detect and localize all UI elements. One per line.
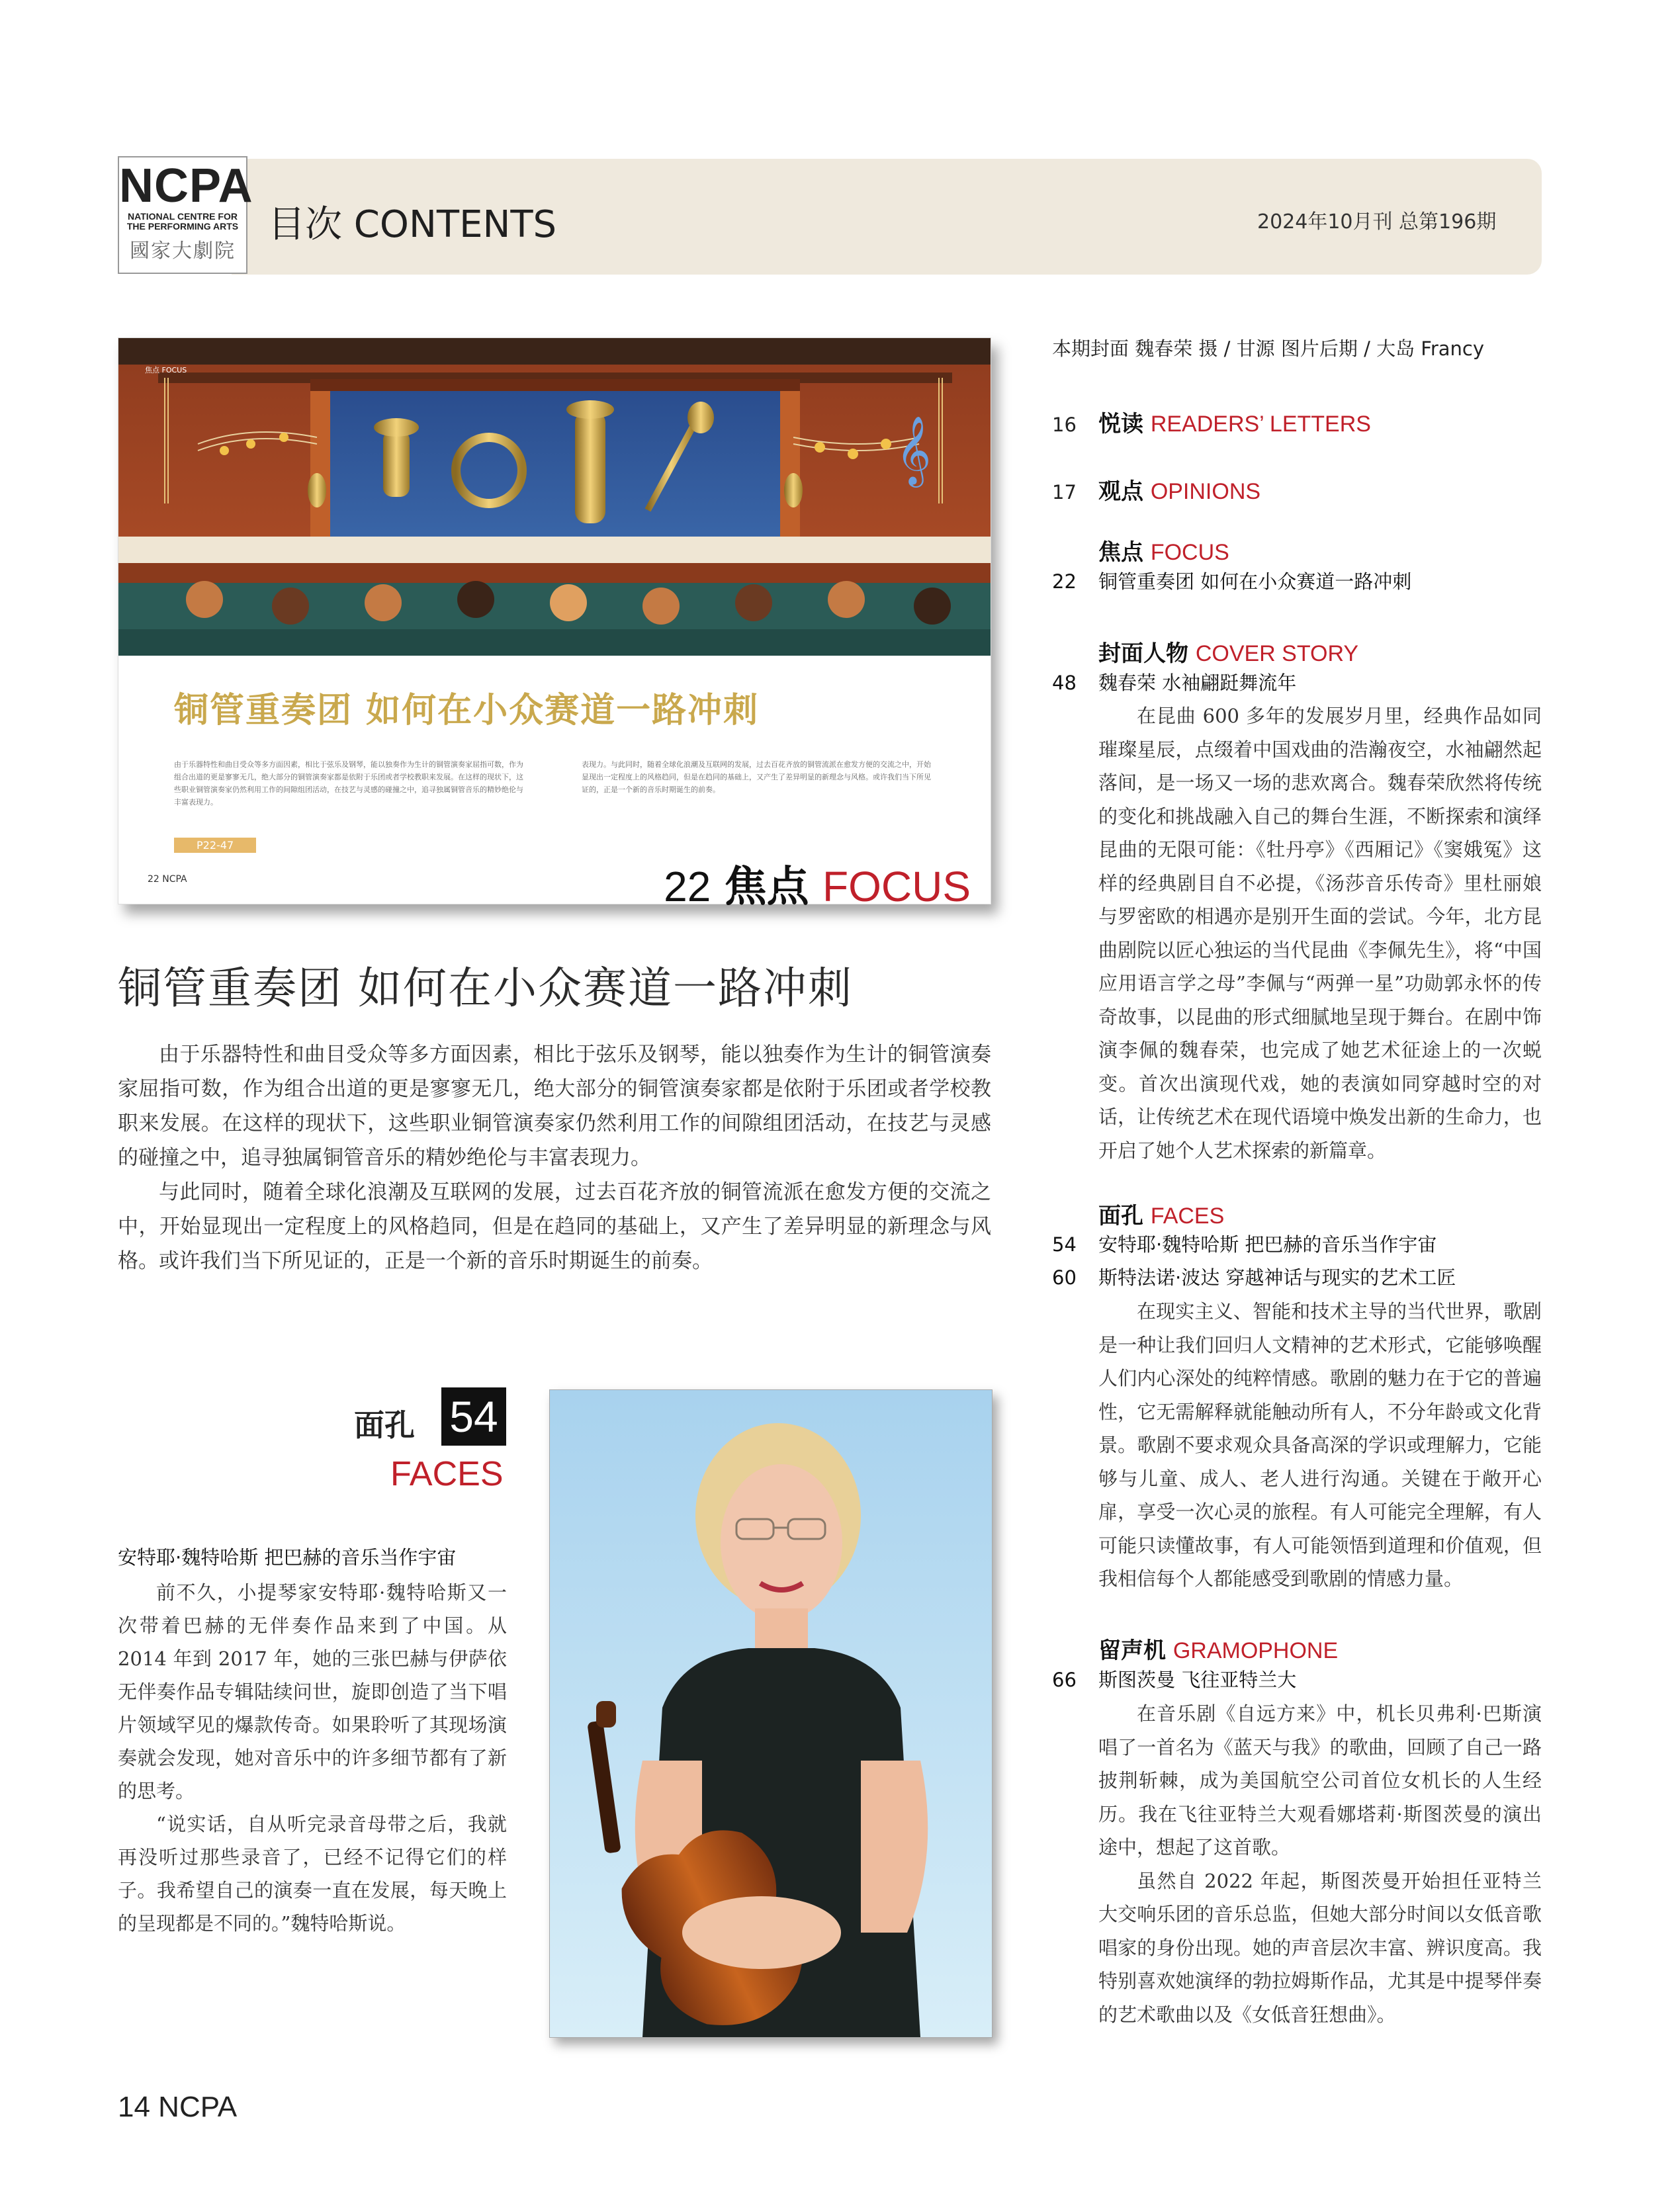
toc-entry-title: 魏春荣 水袖翩跹舞流年 xyxy=(1098,672,1297,694)
spread-folio: 22 NCPA xyxy=(148,874,187,885)
logo-sub-line1: NATIONAL CENTRE FOR xyxy=(128,211,238,222)
faces-heading-cn: 面孔 xyxy=(354,1407,415,1443)
toc-page-number: 60 xyxy=(1052,1266,1077,1289)
toc-section-cn: 封面人物 xyxy=(1098,640,1188,667)
toc-summary-gramophone xyxy=(1098,1697,1542,2031)
toc-item-gramophone[interactable] xyxy=(1052,1665,1296,1692)
brass-stage-illustration xyxy=(118,338,991,656)
ncpa-logo xyxy=(118,156,253,274)
toc-section-cn: 观点 xyxy=(1098,478,1143,505)
focus-spread-thumbnail[interactable] xyxy=(118,337,991,912)
toc-section-faces xyxy=(1098,1198,1224,1230)
focus-paragraph: 与此同时，随着全球化浪潮及互联网的发展，过去百花齐放的铜管流派在愈发方便的交流之中，开始显现出一定程度上的风格趋同，但是在趋同的基础上，又产生了差异明显的新理念与风格。或许我们当下所见证的，正是一个新的音乐时期诞生的前奏。 xyxy=(118,1180,991,1273)
focus-article-body xyxy=(118,1037,991,1278)
faces-page-number: 54 xyxy=(441,1387,506,1446)
logo-chinese: 國家大劇院 xyxy=(130,240,236,263)
toc-section-cn: 面孔 xyxy=(1098,1203,1143,1229)
toc-section-cover-story xyxy=(1098,635,1358,668)
toc-entry-title: 斯特法诺·波达 穿越神话与现实的艺术工匠 xyxy=(1098,1266,1456,1289)
toc-section-gramophone xyxy=(1098,1632,1338,1665)
toc-summary-paragraph: 在音乐剧《自远方来》中，机长贝弗利·巴斯演唱了一首名为《蓝天与我》的歌曲，回顾了自己一路披荆斩棘，成为美国航空公司首位女机长的人生经历。我在飞往亚特兰大观看娜塔莉·斯图茨曼的演出途中，想起了这首歌。 xyxy=(1098,1702,1542,1859)
toc-section-cn: 焦点 xyxy=(1098,539,1143,566)
page-title: 目次 CONTENTS xyxy=(268,203,557,246)
toc-item-faces-2[interactable] xyxy=(1052,1263,1456,1290)
toc-page-number: 17 xyxy=(1052,481,1077,503)
spread-section-label xyxy=(664,853,971,914)
focus-article-title: 铜管重奏团 如何在小众赛道一路冲刺 xyxy=(118,963,853,1014)
faces-paragraph: 前不久，小提琴家安特耶·魏特哈斯又一次带着巴赫的无伴奏作品来到了中国。从 2014 年到 2017 年，她的三张巴赫与伊萨依无伴奏作品专辑陆续问世，旋即创造了当下唱片领域罕见的爆款传奇。如果聆听了其现场演奏就会发现，她对音乐中的许多细节都有了新的思考。 xyxy=(118,1581,507,1802)
toc-item-readers[interactable] xyxy=(1052,406,1371,438)
svg-text:𝄞: 𝄞 xyxy=(896,416,932,485)
violinist-portrait-photo[interactable] xyxy=(549,1389,993,2038)
toc-section-cn: 留声机 xyxy=(1098,1638,1166,1664)
faces-article-body xyxy=(118,1576,507,1940)
toc-page-number: 48 xyxy=(1052,672,1077,694)
toc-section-en: GRAMOPHONE xyxy=(1172,1638,1339,1663)
logo-subtitle xyxy=(119,212,246,232)
toc-page-number: 66 xyxy=(1052,1669,1077,1691)
toc-summary-faces xyxy=(1098,1295,1542,1596)
faces-article-title: 安特耶·魏特哈斯 把巴赫的音乐当作宇宙 xyxy=(118,1546,457,1569)
logo-sub-line2: THE PERFORMING ARTS xyxy=(126,221,239,232)
toc-section-en: COVER STORY xyxy=(1195,641,1359,666)
toc-item-focus-article[interactable] xyxy=(1052,567,1411,594)
toc-item-cover-story[interactable] xyxy=(1052,668,1296,695)
toc-item-faces-1[interactable] xyxy=(1052,1230,1437,1257)
toc-page-number: 54 xyxy=(1052,1233,1077,1256)
toc-entry-title: 安特耶·魏特哈斯 把巴赫的音乐当作宇宙 xyxy=(1098,1233,1437,1256)
faces-heading-en: FACES xyxy=(390,1455,504,1493)
spread-headline: 铜管重奏团 如何在小众赛道一路冲刺 xyxy=(174,690,760,730)
toc-summary-paragraph: 虽然自 2022 年起，斯图茨曼开始担任亚特兰大交响乐团的音乐总监，但她大部分时间以女低音歌唱家的身份出现。她的声音层次丰富、辨识度高。我特别喜欢她演绎的勃拉姆斯作品，尤其是中提琴伴奏的艺术歌曲以及《女低音狂想曲》。 xyxy=(1098,1869,1542,2026)
toc-section-en: FACES xyxy=(1150,1203,1225,1229)
issue-info: 2024年10月刊 总第196期 xyxy=(1257,210,1497,234)
toc-section-en: READERS’ LETTERS xyxy=(1150,412,1371,437)
toc-item-opinions[interactable] xyxy=(1052,473,1260,505)
spread-page-range: P22-47 xyxy=(174,838,256,853)
toc-section-en: OPINIONS xyxy=(1150,479,1261,504)
toc-entry-title: 斯图茨曼 飞往亚特兰大 xyxy=(1098,1669,1297,1691)
toc-page-number: 22 xyxy=(1052,570,1077,593)
toc-summary-cover-story xyxy=(1098,699,1542,1167)
faces-paragraph: “说实话，自从听完录音母带之后，我就再没听过那些录音了，已经不记得它们的样子。我希望自己的演奏一直在发展，每天晚上的呈现都是不同的。”魏特哈斯说。 xyxy=(118,1813,507,1935)
cover-credit: 本期封面 魏春荣 摄 / 甘源 图片后期 / 大岛 Francy xyxy=(1052,337,1485,360)
logo-wordmark: NCPA xyxy=(119,159,253,212)
spread-label-number: 22 xyxy=(664,863,711,910)
toc-page-number: 16 xyxy=(1052,414,1077,436)
toc-section-focus xyxy=(1098,534,1229,566)
spread-label-en: FOCUS xyxy=(822,863,971,910)
page-folio: 14 NCPA xyxy=(118,2091,238,2123)
focus-paragraph: 由于乐器特性和曲目受众等多方面因素，相比于弦乐及钢琴，能以独奏作为生计的铜管演奏家屈指可数，作为组合出道的更是寥寥无几，绝大部分的铜管演奏家都是依附于乐团或者学校教职来发展。在这样的现状下，这些职业铜管演奏家仍然利用工作的间隙组团活动，在技艺与灵感的碰撞之中，追寻独属铜管音乐的精妙绝伦与丰富表现力。 xyxy=(118,1043,991,1170)
spread-label-cn: 焦点 xyxy=(724,863,809,912)
spread-column-1: 由于乐器特性和曲目受众等多方面因素，相比于弦乐及钢琴，能以独奏作为生计的铜管演奏家屈指可数，作为组合出道的更是寥寥无几，绝大部分的铜管演奏家都是依附于乐团或者学校教职来发展。在这样的现状下，这些职业铜管演奏家仍然利用工作的间隙组团活动，在技艺与灵感的碰撞之中，追寻独属铜管音乐的精妙绝伦与丰富表现力。 xyxy=(174,760,523,807)
toc-section-cn: 悦读 xyxy=(1098,411,1143,437)
toc-entry-title: 铜管重奏团 如何在小众赛道一路冲刺 xyxy=(1098,570,1412,593)
toc-summary-paragraph: 在昆曲 600 多年的发展岁月里，经典作品如同璀璨星辰，点缀着中国戏曲的浩瀚夜空，水袖翩然起落间，是一场又一场的悲欢离合。魏春荣欣然将传统的变化和挑战融入自己的舞台生涯，不断探索和演绎昆曲的无限可能：《牡丹亭》《西厢记》《窦娥冤》这样的经典剧目自不必提，《汤莎音乐传奇》里杜丽娘与罗密欧的相遇亦是别开生面的尝试。今年，北方昆曲剧院以匠心独运的当代昆曲《李佩先生》，将“中国应用语言学之母”李佩与“两弹一星”功勋郭永怀的传奇故事，以昆曲的形式细腻地呈现于舞台。在剧中饰演李佩的魏春荣，也完成了她艺术征途上的一次蜕变。首次出演现代戏，她的表演如同穿越时空的对话，让传统艺术在现代语境中焕发出新的生命力，也开启了她个人艺术探索的新篇章。 xyxy=(1098,705,1542,1162)
spread-section-tag: 焦点 FOCUS xyxy=(145,366,187,374)
spread-column-2: 表现力。与此同时，随着全球化浪潮及互联网的发展，过去百花齐放的铜管流派在愈发方便的交流之中，开始显现出一定程度上的风格趋同，但是在趋同的基础上，又产生了差异明显的新理念与风格。或许我们当下所见证的，正是一个新的音乐时期诞生的前奏。 xyxy=(582,760,931,794)
toc-summary-paragraph: 在现实主义、智能和技术主导的当代世界，歌剧是一种让我们回归人文精神的艺术形式，它能够唤醒人们内心深处的纯粹情感。歌剧的魅力在于它的普遍性，它无需解释就能触动所有人，不分年龄或文化背景。歌剧不要求观众具备高深的学识或理解力，它能够与儿童、成人、老人进行沟通。关键在于敞开心扉，享受一次心灵的旅程。有人可能完全理解，有人可能只读懂故事，有人可能领悟到道理和价值观，但我相信每个人都能感受到歌剧的情感力量。 xyxy=(1098,1300,1542,1590)
toc-section-en: FOCUS xyxy=(1150,540,1229,565)
